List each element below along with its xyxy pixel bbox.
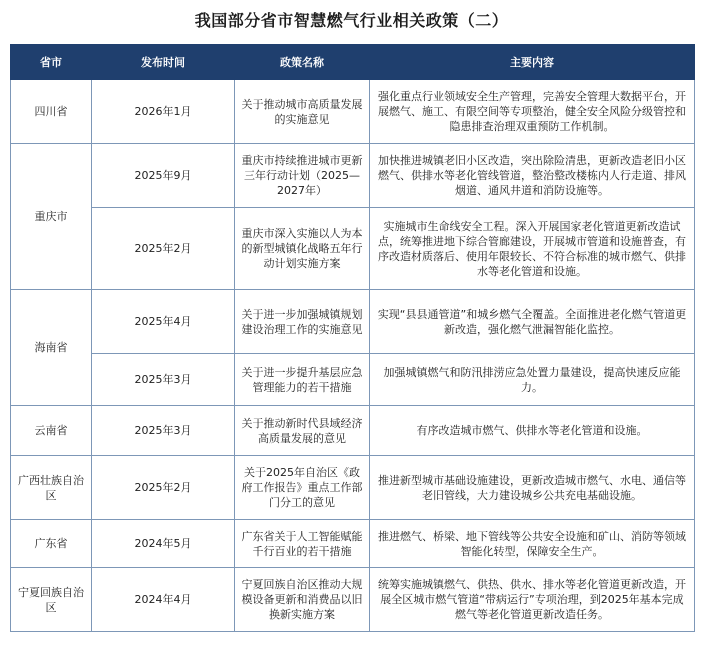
document-title: 我国部分省市智慧燃气行业相关政策（二） (194, 11, 509, 30)
policy-cell: 重庆市深入实施以人为本的新型城镇化战略五年行动计划实施方案 (235, 208, 370, 290)
province-cell: 云南省 (11, 406, 92, 456)
province-cell: 广西壮族自治区 (11, 456, 92, 520)
content-cell: 有序改造城市燃气、供排水等老化管道和设施。 (370, 406, 695, 456)
policy-cell: 关于进一步提升基层应急管理能力的若干措施 (235, 354, 370, 406)
content-cell: 实现“县县通管道”和城乡燃气全覆盖。全面推进老化燃气管道更新改造，强化燃气泄漏智能化监控。 (370, 290, 695, 354)
table-row (11, 80, 695, 144)
policy-cell: 关于推动新时代县域经济高质量发展的意见 (235, 406, 370, 456)
table-row (11, 354, 695, 406)
policy-cell: 关于2025年自治区《政府工作报告》重点工作部门分工的意见 (235, 456, 370, 520)
header-policy: 政策名称 (235, 45, 370, 80)
table-row (11, 568, 695, 632)
date-cell: 2026年1月 (92, 80, 235, 144)
header-province: 省市 (11, 45, 92, 80)
province-cell: 海南省 (11, 290, 92, 406)
province-cell: 宁夏回族自治区 (11, 568, 92, 632)
province-cell: 广东省 (11, 520, 92, 568)
date-cell: 2025年3月 (92, 406, 235, 456)
policy-cell: 广东省关于人工智能赋能千行百业的若干措施 (235, 520, 370, 568)
policy-cell: 重庆市持续推进城市更新三年行动计划（2025—2027年） (235, 144, 370, 208)
header-content: 主要内容 (370, 45, 695, 80)
header-date: 发布时间 (92, 45, 235, 80)
table-row (11, 144, 695, 208)
policy-cell: 宁夏回族自治区推动大规模设备更新和消费品以旧换新实施方案 (235, 568, 370, 632)
policy-cell: 关于推动城市高质量发展的实施意见 (235, 80, 370, 144)
date-cell: 2025年3月 (92, 354, 235, 406)
date-cell: 2025年4月 (92, 290, 235, 354)
content-cell: 推进燃气、桥梁、地下管线等公共安全设施和矿山、消防等领域智能化转型，保障安全生产。 (370, 520, 695, 568)
table-header-row (11, 45, 695, 80)
policy-cell: 关于进一步加强城镇规划建设治理工作的实施意见 (235, 290, 370, 354)
table-row (11, 290, 695, 354)
content-cell: 统筹实施城镇燃气、供热、供水、排水等老化管道更新改造，开展全区城市燃气管道“带病运行”专项治理，到2025年基本完成燃气等老化管道更新改造任务。 (370, 568, 695, 632)
policy-table (10, 44, 695, 632)
table-row (11, 406, 695, 456)
date-cell: 2025年2月 (92, 208, 235, 290)
content-cell: 加快推进城镇老旧小区改造，突出除险清患，更新改造老旧小区燃气、供排水等老化管线管道，整治整改楼栋内人行走道、排风烟道、通风井道和消防设施等。 (370, 144, 695, 208)
date-cell: 2024年5月 (92, 520, 235, 568)
table-row (11, 208, 695, 290)
province-cell: 四川省 (11, 80, 92, 144)
content-cell: 实施城市生命线安全工程。深入开展国家老化管道更新改造试点，统筹推进地下综合管廊建设，开展城市管道和设施普查，有序改造材质落后、使用年限较长、不符合标准的城市燃气、供排水等老化管道和设施。 (370, 208, 695, 290)
date-cell: 2025年2月 (92, 456, 235, 520)
content-cell: 强化重点行业领域安全生产管理，完善安全管理大数据平台，开展燃气、施工、有限空间等专项整治，健全安全风险分级管控和隐患排查治理双重预防工作机制。 (370, 80, 695, 144)
content-cell: 加强城镇燃气和防汛排涝应急处置力量建设，提高快速反应能力。 (370, 354, 695, 406)
date-cell: 2025年9月 (92, 144, 235, 208)
content-cell: 推进新型城市基础设施建设，更新改造城市燃气、水电、通信等老旧管线，大力建设城乡公共充电基础设施。 (370, 456, 695, 520)
table-row (11, 456, 695, 520)
date-cell: 2024年4月 (92, 568, 235, 632)
table-row (11, 520, 695, 568)
province-cell: 重庆市 (11, 144, 92, 290)
